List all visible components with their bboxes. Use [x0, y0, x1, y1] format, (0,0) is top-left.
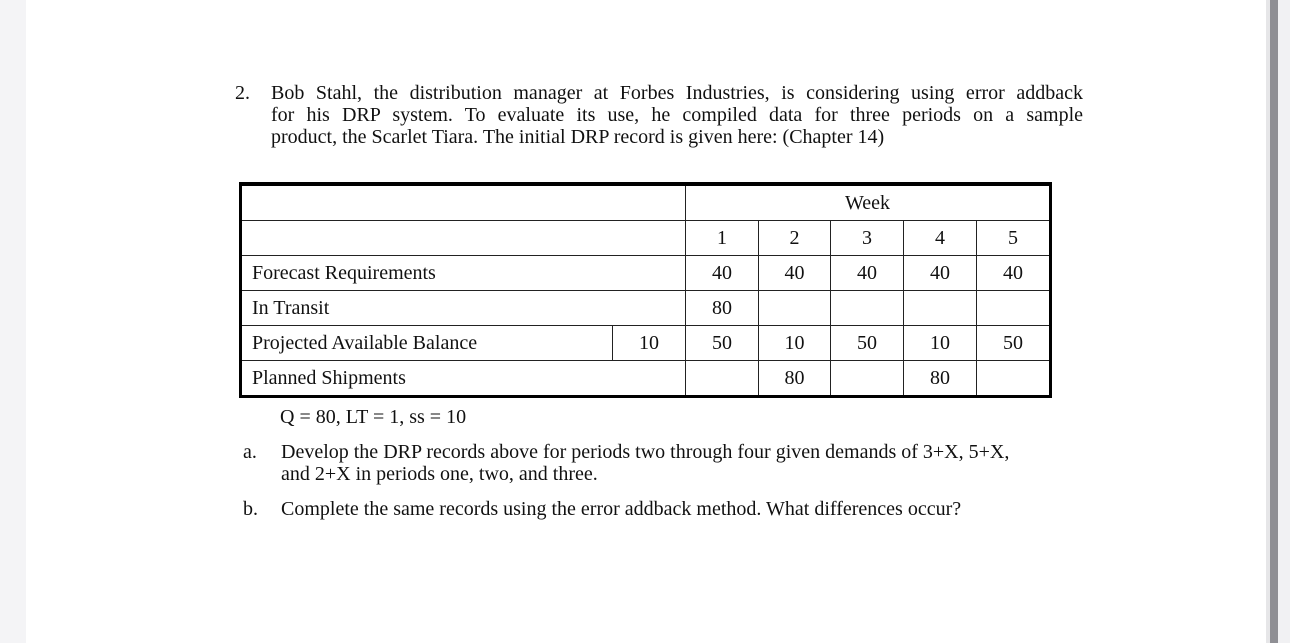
- part-a-text: [281, 441, 1009, 485]
- period-cell: 5: [977, 221, 1051, 256]
- question-line: for his DRP system. To evaluate its use, he compiled data for three periods on a sample: [271, 104, 1083, 126]
- part-b-line: Complete the same records using the error addback method. What differences occur?: [281, 498, 962, 520]
- period-blank-cell: [241, 221, 686, 256]
- header-blank-cell: [241, 184, 686, 221]
- parameters-line: Q = 80, LT = 1, ss = 10: [280, 406, 467, 428]
- table-cell: [759, 291, 831, 326]
- table-cell: 40: [904, 256, 977, 291]
- part-a-letter: a.: [243, 441, 257, 463]
- table-row: [241, 256, 1051, 291]
- part-a-line: and 2+X in periods one, two, and three.: [281, 463, 598, 485]
- table-cell: 80: [759, 361, 831, 397]
- table-cell: [904, 291, 977, 326]
- table-cell: 10: [759, 326, 831, 361]
- table-cell: [831, 291, 904, 326]
- table-cell: 80: [686, 291, 759, 326]
- period-cell: 3: [831, 221, 904, 256]
- row-label: Planned Shipments: [241, 361, 686, 397]
- period-cell: 4: [904, 221, 977, 256]
- table-cell: 50: [977, 326, 1051, 361]
- table-cell: 50: [831, 326, 904, 361]
- viewer-scrollbar[interactable]: [1270, 0, 1278, 643]
- table-cell: 80: [904, 361, 977, 397]
- table-cell: 40: [686, 256, 759, 291]
- table-cell: 40: [759, 256, 831, 291]
- table-row: [241, 361, 1051, 397]
- week-header: Week: [686, 184, 1051, 221]
- row-label: In Transit: [241, 291, 686, 326]
- part-b-letter: b.: [243, 498, 258, 520]
- question-line: Bob Stahl, the distribution manager at Forbes Industries, is considering using error addback: [271, 82, 1083, 104]
- question-text: [271, 82, 1083, 148]
- period-cell: 1: [686, 221, 759, 256]
- period-row: [241, 221, 1051, 256]
- table-cell: 40: [977, 256, 1051, 291]
- initial-balance-cell: 10: [613, 326, 686, 361]
- table-row: [241, 326, 1051, 361]
- table-cell: 50: [686, 326, 759, 361]
- drp-record-table: [239, 182, 1052, 398]
- part-b-text: [281, 498, 961, 520]
- row-label: Forecast Requirements: [241, 256, 686, 291]
- question-number: 2.: [235, 82, 250, 104]
- table-cell: 10: [904, 326, 977, 361]
- table-cell: [977, 361, 1051, 397]
- table-row: [241, 291, 1051, 326]
- period-cell: 2: [759, 221, 831, 256]
- table-cell: 40: [831, 256, 904, 291]
- row-label: Projected Available Balance: [241, 326, 613, 361]
- question-line: product, the Scarlet Tiara. The initial DRP record is given here: (Chapter 14): [271, 126, 885, 148]
- viewer-left-margin: [0, 0, 26, 643]
- part-a-line: Develop the DRP records above for periods two through four given demands of 3+X, 5+X,: [281, 441, 1010, 463]
- table-cell: [686, 361, 759, 397]
- table-cell: [831, 361, 904, 397]
- table-cell: [977, 291, 1051, 326]
- week-header-row: [241, 184, 1051, 221]
